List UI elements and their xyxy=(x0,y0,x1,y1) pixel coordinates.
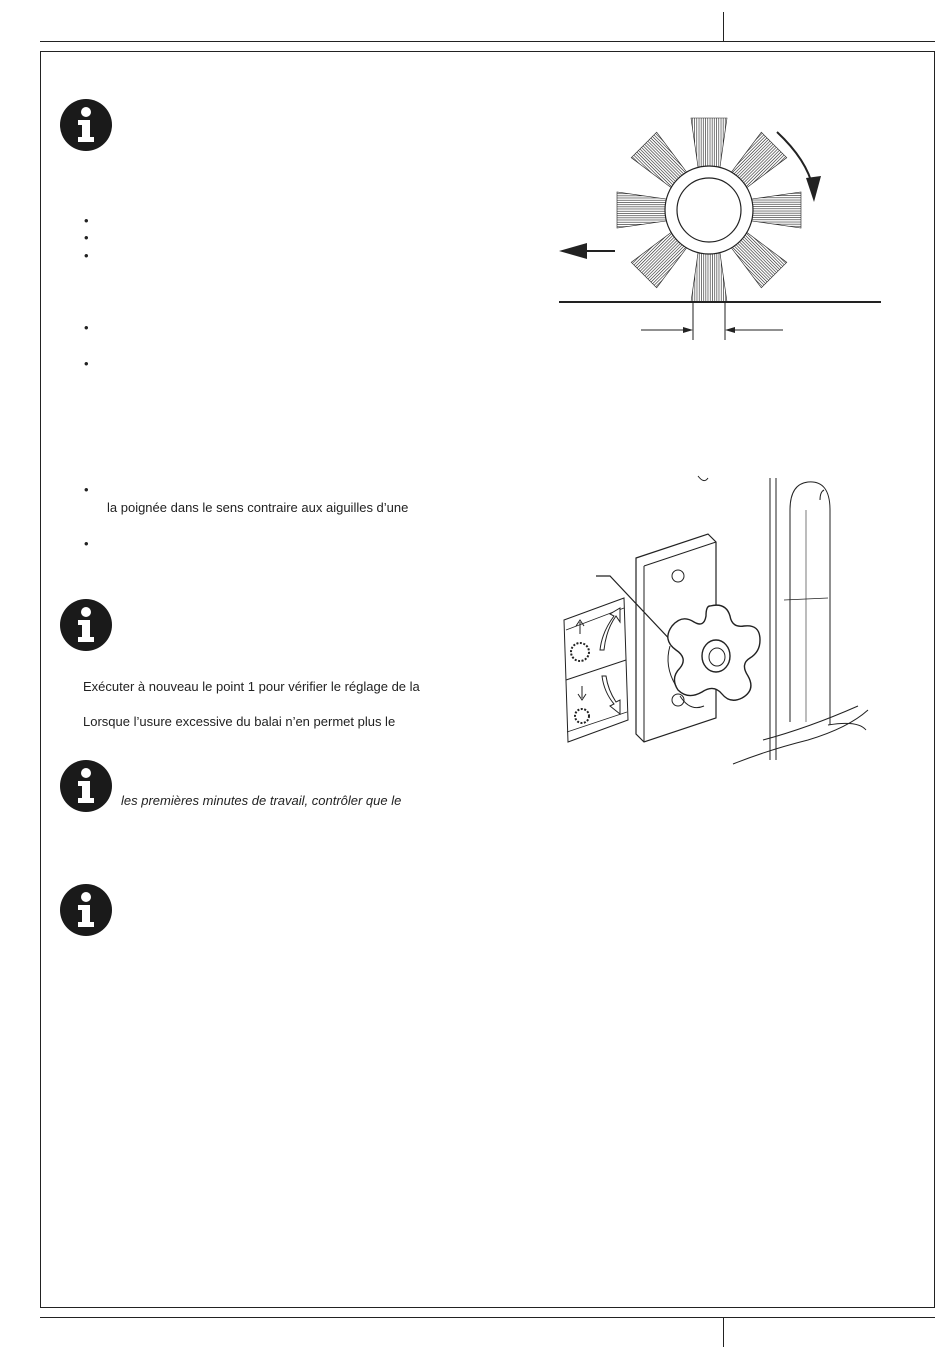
note-italic-text: les premières minutes de travail, contrôler que le xyxy=(121,793,402,808)
bullet: • xyxy=(84,248,89,263)
continuation-text: la poignée dans le sens contraire aux aiguilles d’une xyxy=(107,500,409,515)
info-icon xyxy=(60,884,112,936)
bullet: • xyxy=(84,536,89,551)
info-icon xyxy=(60,760,112,812)
bullet: • xyxy=(84,213,89,228)
bullet: • xyxy=(84,320,89,335)
bullet: • xyxy=(84,230,89,245)
header-rule xyxy=(40,41,935,42)
knob-diagram xyxy=(558,470,870,770)
repeat-step-text: Exécuter à nouveau le point 1 pour vérifier le réglage de la xyxy=(83,679,420,694)
bullet: • xyxy=(84,356,89,371)
wear-note-text: Lorsque l’usure excessive du balai n’en permet plus le xyxy=(83,714,396,729)
header-divider xyxy=(723,12,724,41)
info-icon xyxy=(60,99,112,151)
footer-rule xyxy=(40,1317,935,1318)
info-icon xyxy=(60,599,112,651)
bullet: • xyxy=(84,482,89,497)
footer-divider xyxy=(723,1317,724,1347)
brush-diagram xyxy=(555,110,885,345)
